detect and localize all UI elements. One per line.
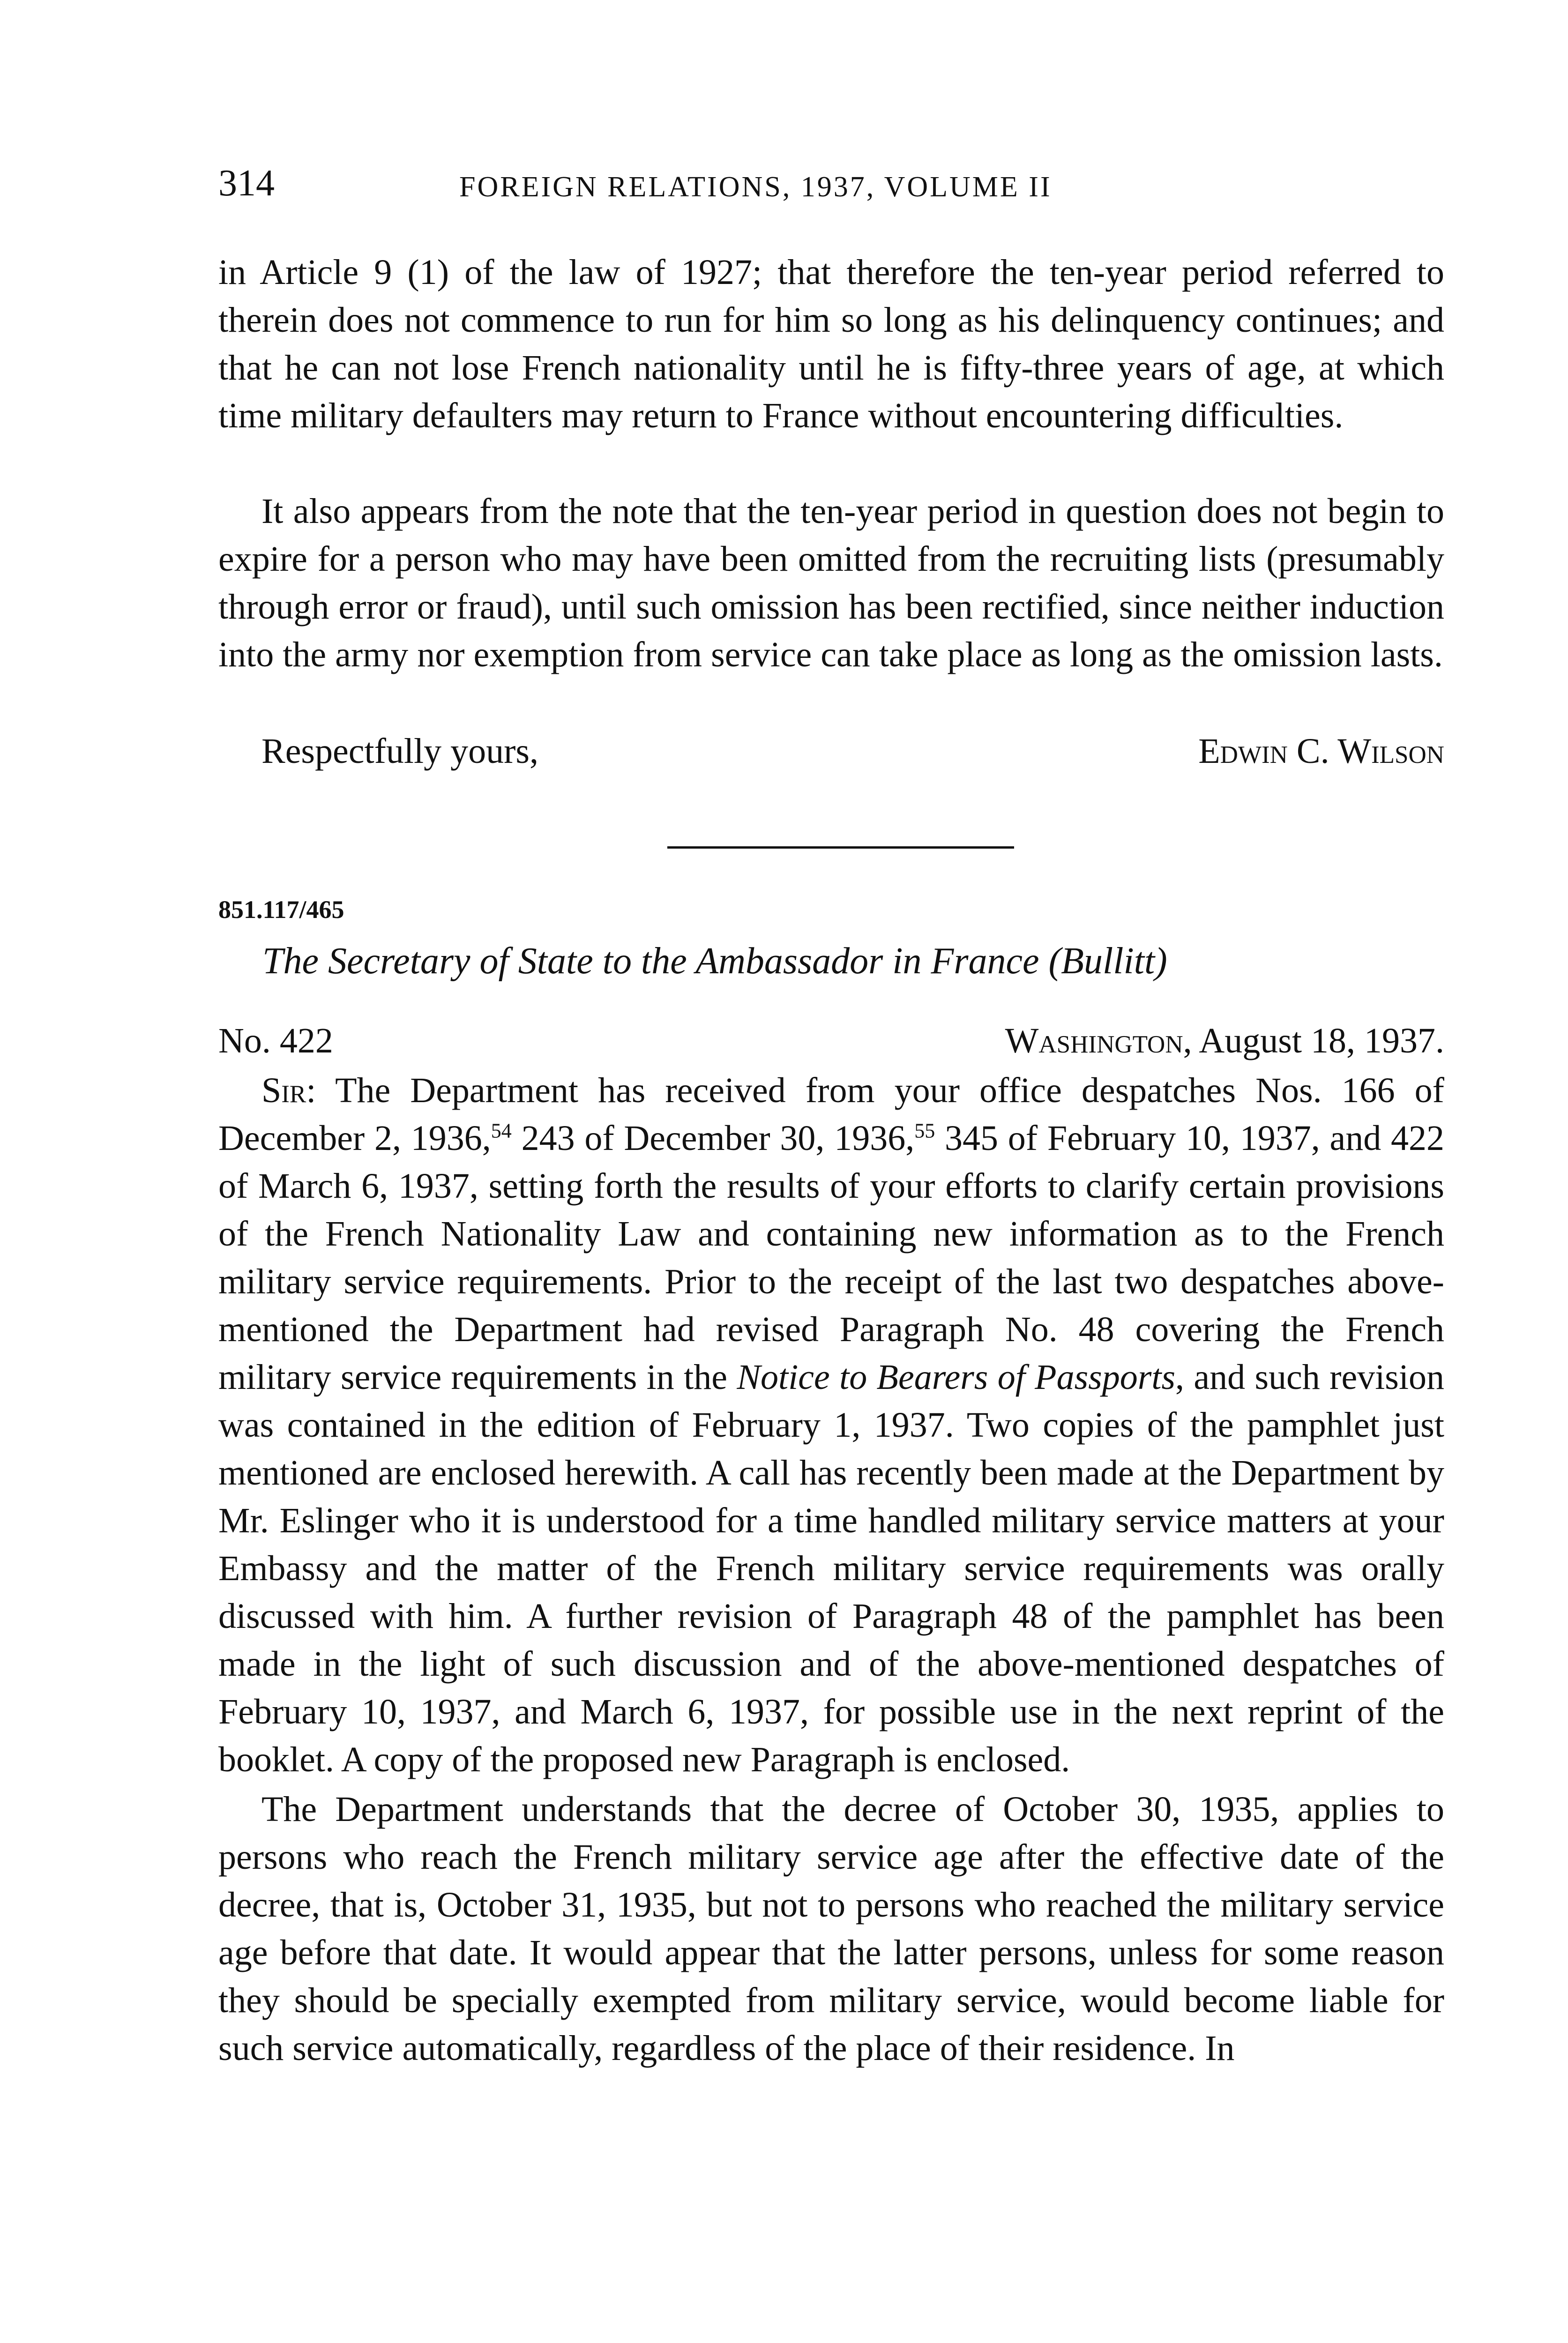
- page-header: [218, 159, 1444, 211]
- publication-title: Notice to Bearers of Passports: [737, 1358, 1176, 1397]
- footnote-ref: 54: [491, 1119, 512, 1142]
- text-run: 345 of February 10, 1937, and 422 of March 6, 1937, setting forth the results of your efforts to clarify certain provisions of the French Nationality Law and containing new information as to the French military service requirements. Prior to the receipt of the last two despatches above-mentioned the Department had revised Paragraph No. 48 covering the French military service requirements in the: [218, 1119, 1445, 1397]
- text-run: , and such revision was contained in the edition of February 1, 1937. Two copies of the pamphlet just mentioned are enclosed herewith. A call has recently been made at the Department by Mr. Eslinger who it is understood for a time handled military service matters at your Embassy and the matter of the French military service requirements was orally discussed with him. A further revision of Paragraph 48 of the pamphlet has been made in the light of such discussion and of the above-mentioned despatches of February 10, 1937, and March 6, 1937, for possible use in the next reprint of the booklet. A copy of the proposed new Paragraph is enclosed.: [218, 1358, 1445, 1779]
- file-number: 851.117/465: [218, 895, 344, 924]
- text-run: The Department has received from your office despatches Nos. 166 of December 2, 1936,: [218, 1071, 1444, 1158]
- valediction: Respectfully yours,: [261, 731, 539, 771]
- dateline: [218, 1017, 1444, 1065]
- text-run: 243 of December 30, 1936,: [511, 1119, 915, 1158]
- place-and-date: [1005, 1017, 1444, 1065]
- place: Washington,: [1005, 1021, 1192, 1060]
- paragraph-omission: [218, 487, 1444, 679]
- continued-paragraph: [218, 248, 1444, 440]
- letter-paragraph-2: The Department understands that the decree of October 30, 1935, applies to persons who reach the French military service age after the effective date of the decree, that is, October 31, 1935, but not to persons who reached the military service age before that date. It would appear that the latter persons, unless for some reason they should be specially exempted from military service, would become liable for such service automatically, regardless of the place of their residence. In: [218, 1790, 1444, 2068]
- date: August 18, 1937.: [1199, 1021, 1444, 1060]
- running-head: FOREIGN RELATIONS, 1937, VOLUME II: [459, 171, 1052, 203]
- salutation: Sir:: [261, 1071, 316, 1110]
- letter-paragraph-1: [218, 1067, 1444, 1783]
- closing: [261, 727, 1444, 775]
- letter-body: [218, 1067, 1444, 2072]
- paragraph-text: It also appears from the note that the ten-year period in question does not begin to expire for a person who may have been omitted from the recruiting lists (presumably through error or fraud), until such omission has been rectified, since neither induction into the army nor exemption from service can take place as long as the omission lasts.: [218, 492, 1444, 674]
- section-divider: [667, 846, 1014, 849]
- paragraph-text: in Article 9 (1) of the law of 1927; that therefore the ten-year period referred to therein does not commence to run for him so long as his delinquency continues; and that he can not lose French nationality until he is fifty-three years of age, at which time military defaulters may return to France without encountering difficulties.: [218, 253, 1444, 435]
- page-number: 314: [218, 163, 275, 204]
- footnote-ref: 55: [914, 1119, 935, 1142]
- document-number: No. 422: [218, 1021, 333, 1060]
- signature: Edwin C. Wilson: [1198, 731, 1444, 771]
- document-title: The Secretary of State to the Ambassador in France (Bullitt): [262, 940, 1167, 982]
